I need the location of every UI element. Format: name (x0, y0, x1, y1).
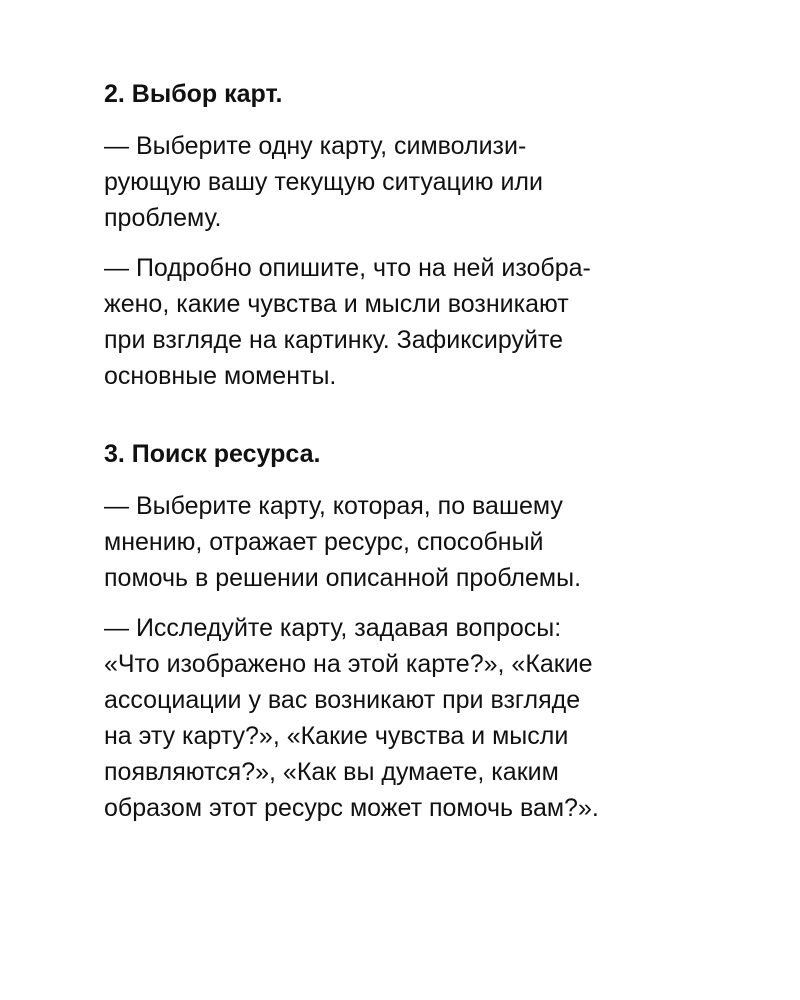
text-line: ассоциации у вас возникают при взгляде (104, 686, 581, 714)
text-line: помочь в решении описанной проблемы. (104, 564, 582, 592)
text-line: — Выберите одну карту, символизи- (104, 132, 527, 160)
section-resource-search (104, 436, 754, 826)
paragraph (104, 488, 754, 596)
section-title: 3. Поиск ресурса. (104, 440, 321, 468)
document-page (104, 76, 754, 840)
text-line: — Выберите карту, которая, по вашему (104, 492, 563, 520)
section-card-selection (104, 76, 754, 394)
text-line: — Подробно опишите, что на ней изобра- (104, 254, 591, 282)
text-line: жено, какие чувства и мысли возникают (104, 290, 569, 318)
paragraph (104, 128, 754, 236)
section-title: 2. Выбор карт. (104, 80, 283, 108)
text-line: «Что изображено на этой карте?», «Какие (104, 650, 593, 678)
text-line: на эту карту?», «Какие чувства и мысли (104, 722, 569, 750)
paragraph (104, 250, 754, 394)
text-line: мнению, отражает ресурс, способный (104, 528, 544, 556)
paragraph (104, 610, 754, 826)
text-line: — Исследуйте карту, задавая вопросы: (104, 614, 562, 642)
text-line: появляются?», «Как вы думаете, каким (104, 758, 559, 786)
text-line: образом этот ресурс может помочь вам?». (104, 794, 599, 822)
text-line: рующую вашу текущую ситуацию или (104, 168, 543, 196)
text-line: проблему. (104, 204, 222, 232)
text-line: основные моменты. (104, 362, 337, 390)
section-spacer (104, 408, 754, 436)
text-line: при взгляде на картинку. Зафиксируйте (104, 326, 564, 354)
